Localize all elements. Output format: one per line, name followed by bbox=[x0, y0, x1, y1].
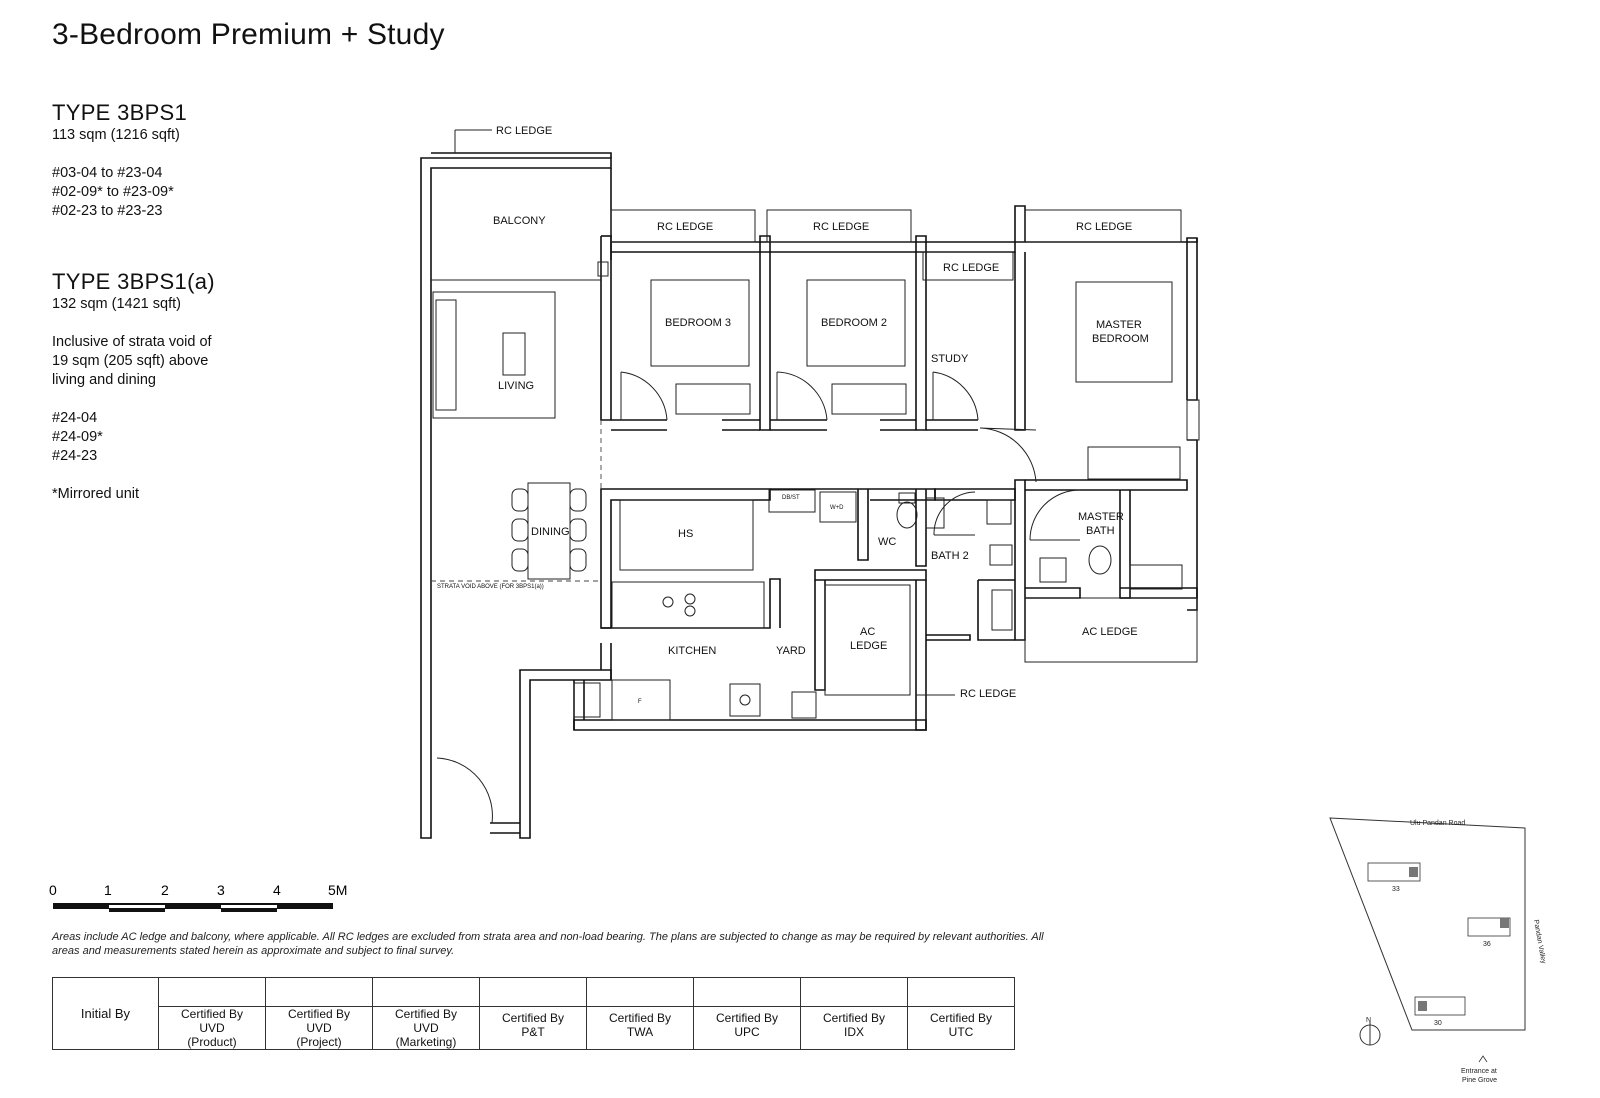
balcony-label: BALCONY bbox=[493, 215, 546, 227]
rc-ledge-label: RC LEDGE bbox=[496, 125, 553, 137]
mirrored-unit-note: *Mirrored unit bbox=[52, 486, 140, 502]
scale-tick: 2 bbox=[161, 882, 169, 898]
kitchen-label: KITCHEN bbox=[668, 645, 717, 657]
unit-range: #02-09* to #23-09* bbox=[52, 184, 174, 200]
furniture bbox=[433, 262, 1199, 720]
block-number: 36 bbox=[1483, 941, 1491, 948]
type-3bps1-heading: TYPE 3BPS1 bbox=[52, 100, 188, 125]
certified-by-cell: Certified By UVD (Project) bbox=[266, 1007, 373, 1050]
type-3bps1a-heading: TYPE 3BPS1(a) bbox=[52, 269, 215, 294]
hs-label: HS bbox=[678, 528, 694, 540]
disclaimer: Areas include AC ledge and balcony, where applicable. All RC ledges are excluded from strata area and non-load bearing. The plans are subjected to change as may be required by relevant authorities. All areas and measurements stated herein as approximate and subject to final survey. bbox=[52, 931, 1044, 957]
certified-by-cell: Certified By UPC bbox=[694, 1007, 801, 1050]
door-swings bbox=[437, 372, 1080, 823]
living-label: LIVING bbox=[498, 380, 535, 392]
dbst-label: DB/ST bbox=[782, 495, 800, 501]
exterior-walls bbox=[421, 153, 1197, 838]
room-labels bbox=[437, 125, 1149, 705]
initial-cell[interactable] bbox=[908, 978, 1015, 1007]
type-3bps1a-area: 132 sqm (1421 sqft) bbox=[52, 296, 181, 312]
ac-ledge-label: AC bbox=[860, 626, 876, 638]
unit-number: #24-23 bbox=[52, 448, 98, 464]
rc-ledge-label: RC LEDGE bbox=[1076, 221, 1133, 233]
type-3bps1-area: 113 sqm (1216 sqft) bbox=[52, 127, 180, 143]
rc-ledge-label: RC LEDGE bbox=[943, 262, 1000, 274]
dining-label: DINING bbox=[531, 526, 570, 538]
road-label: Pandan Valley bbox=[1532, 919, 1547, 965]
master-bedroom-label: BEDROOM bbox=[1092, 333, 1149, 345]
unit-range: #02-23 to #23-23 bbox=[52, 203, 163, 219]
scale-tick: 5M bbox=[328, 882, 348, 898]
certified-by-cell: Certified By TWA bbox=[587, 1007, 694, 1050]
unit-number: #24-09* bbox=[52, 429, 103, 445]
strata-void-note: 19 sqm (205 sqft) above bbox=[52, 353, 209, 369]
bedroom-3-label: BEDROOM 3 bbox=[665, 317, 732, 329]
rc-ledge-label: RC LEDGE bbox=[813, 221, 870, 233]
wc-label: WC bbox=[878, 536, 897, 548]
initial-by-label: Initial By bbox=[53, 978, 159, 1050]
ac-ledge-label: LEDGE bbox=[850, 640, 888, 652]
bath-2-label: BATH 2 bbox=[931, 550, 969, 562]
rc-ledges bbox=[431, 130, 1197, 695]
page-title: 3-Bedroom Premium + Study bbox=[52, 18, 445, 51]
yard-label: YARD bbox=[776, 645, 806, 657]
site-key-plan bbox=[1330, 818, 1547, 1084]
certification-table bbox=[52, 977, 1015, 1050]
initial-cell[interactable] bbox=[266, 978, 373, 1007]
scale-tick: 4 bbox=[273, 882, 281, 898]
certified-by-cell: Certified By UTC bbox=[908, 1007, 1015, 1050]
unit-range: #03-04 to #23-04 bbox=[52, 165, 163, 181]
ac-ledge-label: AC LEDGE bbox=[1082, 626, 1138, 638]
strata-void-label: STRATA VOID ABOVE (FOR 3BPS1(a)) bbox=[437, 584, 544, 590]
initial-cell[interactable] bbox=[373, 978, 480, 1007]
strata-void-note: living and dining bbox=[52, 372, 156, 388]
initial-cell[interactable] bbox=[801, 978, 908, 1007]
master-bath-label: BATH bbox=[1086, 525, 1115, 537]
strata-void-note: Inclusive of strata void of bbox=[52, 334, 212, 350]
scale-tick: 0 bbox=[49, 882, 57, 898]
rc-ledge-label: RC LEDGE bbox=[657, 221, 714, 233]
master-bath-label: MASTER bbox=[1078, 511, 1124, 523]
initial-cell[interactable] bbox=[694, 978, 801, 1007]
certified-by-cell: Certified By UVD (Marketing) bbox=[373, 1007, 480, 1050]
rc-ledge-label: RC LEDGE bbox=[960, 688, 1017, 700]
block-number: 33 bbox=[1392, 886, 1400, 893]
wd-label: W+D bbox=[830, 505, 844, 511]
initial-cell[interactable] bbox=[159, 978, 266, 1007]
scale-tick: 1 bbox=[104, 882, 112, 898]
unit-number: #24-04 bbox=[52, 410, 98, 426]
entrance-label: Entrance at bbox=[1461, 1068, 1497, 1075]
study-label: STUDY bbox=[931, 353, 969, 365]
certified-by-cell: Certified By UVD (Product) bbox=[159, 1007, 266, 1050]
initial-cell[interactable] bbox=[480, 978, 587, 1007]
certified-by-cell: Certified By P&T bbox=[480, 1007, 587, 1050]
north-label: N bbox=[1366, 1017, 1372, 1024]
master-bedroom-label: MASTER bbox=[1096, 319, 1142, 331]
initial-cell[interactable] bbox=[587, 978, 694, 1007]
road-label: Ulu Pandan Road bbox=[1410, 820, 1466, 827]
scale-tick: 3 bbox=[217, 882, 225, 898]
bedroom-2-label: BEDROOM 2 bbox=[821, 317, 888, 329]
strata-void-lines bbox=[431, 420, 601, 581]
block-number: 30 bbox=[1434, 1020, 1442, 1027]
entrance-label: Pine Grove bbox=[1462, 1077, 1498, 1084]
fridge-label: F bbox=[638, 699, 642, 705]
certified-by-cell: Certified By IDX bbox=[801, 1007, 908, 1050]
scale-bar bbox=[49, 882, 347, 912]
